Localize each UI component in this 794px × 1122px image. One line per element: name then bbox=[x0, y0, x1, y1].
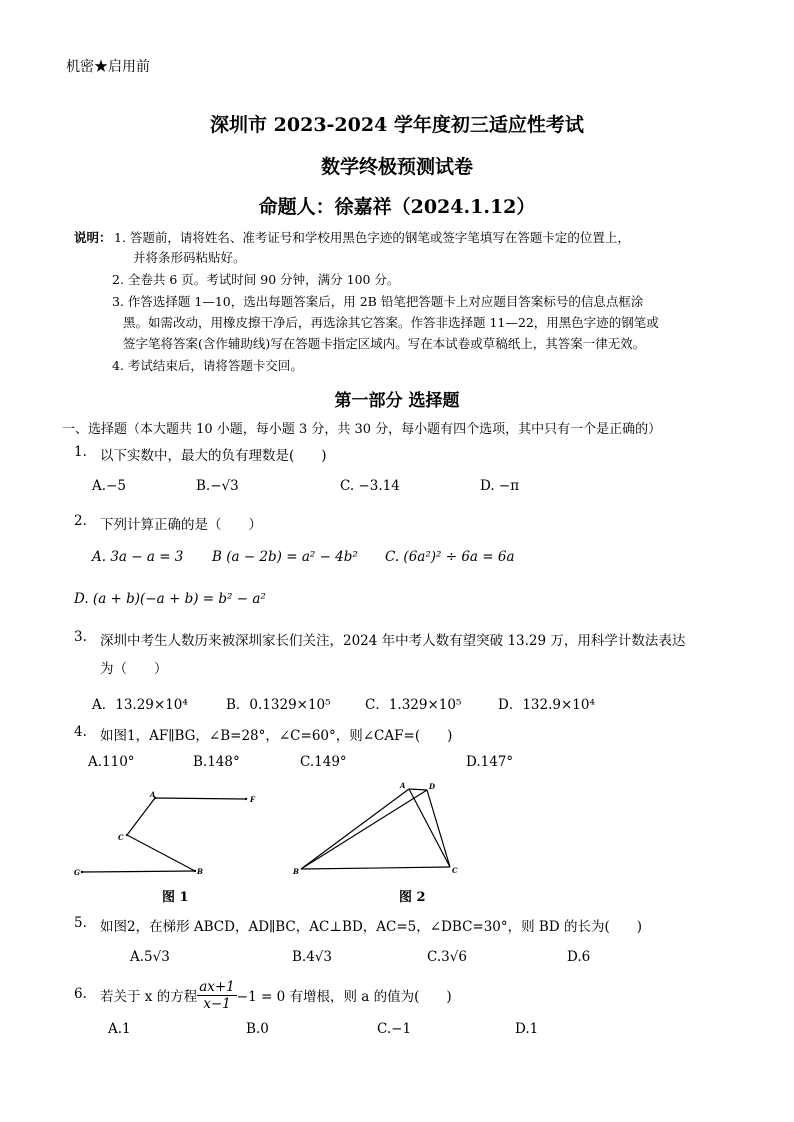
segment-ac bbox=[409, 789, 450, 867]
question-number: 4. bbox=[74, 724, 87, 740]
segment-ac bbox=[127, 798, 155, 835]
option: A.−5 bbox=[92, 478, 126, 494]
segment-ad bbox=[409, 789, 427, 790]
option: C.3√6 bbox=[427, 949, 467, 965]
question-number: 3. bbox=[74, 629, 87, 645]
fraction-denominator: x−1 bbox=[203, 995, 231, 1012]
point-label: F bbox=[250, 795, 255, 804]
exam-subtitle: 数学终极预测试卷 bbox=[320, 156, 473, 178]
option: D. −π bbox=[480, 478, 520, 494]
option: C．1.329×10⁵ bbox=[365, 697, 462, 713]
exam-author: 命题人：徐嘉祥（2024.1.12） bbox=[258, 196, 536, 218]
figure-1-diagram bbox=[70, 790, 270, 880]
option: A．13.29×10⁴ bbox=[92, 697, 188, 713]
point-label: A bbox=[150, 790, 156, 799]
question-number: 5. bbox=[74, 915, 87, 931]
question-stem bbox=[100, 972, 452, 1018]
question-stem: 以下实数中，最大的负有理数是( ) bbox=[100, 448, 327, 464]
option: A.110° bbox=[88, 754, 135, 770]
instruction-line: 1. 答题前，请将姓名、准考证号和学校用黑色字迹的钢笔或签字笔填写在答题卡定的位置上， bbox=[114, 230, 630, 245]
question-stem: 下列计算正确的是（ ） bbox=[100, 517, 262, 533]
option: C.−1 bbox=[377, 1021, 412, 1037]
segment-af bbox=[155, 798, 246, 799]
exam-title: 深圳市 2023-2024 学年度初三适应性考试 bbox=[210, 114, 584, 136]
figure-1-caption: 图 1 bbox=[162, 890, 189, 905]
option: D.1 bbox=[515, 1021, 539, 1037]
point-label: B bbox=[197, 867, 203, 876]
instruction-line: 并将条形码粘贴好。 bbox=[133, 250, 246, 265]
option: A. 3a − a = 3 bbox=[92, 549, 184, 565]
option: C.149° bbox=[300, 754, 347, 770]
question-stem: 如图2，在梯形 ABCD，AD∥BC，AC⊥BD，AC=5，∠DBC=30°，则 BD 的长为( ) bbox=[100, 919, 642, 935]
segment-ab bbox=[301, 789, 409, 869]
confidential-mark: 机密★启用前 bbox=[66, 59, 150, 75]
point-label: A bbox=[400, 781, 406, 790]
instructions-label: 说明： bbox=[74, 230, 112, 245]
segment-bc bbox=[301, 867, 450, 869]
question-number: 1. bbox=[74, 444, 87, 460]
option: C. (6a²)² ÷ 6a = 6a bbox=[385, 549, 515, 565]
option: A.1 bbox=[108, 1021, 131, 1037]
section-heading: 一、选择题（本大题共 10 小题，每小题 3 分，共 30 分，每小题有四个选项，其中只有一个是正确的） bbox=[62, 422, 662, 437]
question-stem: 深圳中考生人数历来被深圳家长们关注，2024 年中考人数有望突破 13.29 万，用科学计数法表达 bbox=[100, 633, 686, 649]
point-label: G bbox=[74, 868, 80, 877]
fraction bbox=[197, 979, 237, 1012]
fraction-numerator: ax+1 bbox=[199, 978, 235, 995]
stem-suffix: −1 = 0 有增根，则 a 的值为( ) bbox=[236, 989, 452, 1005]
option: D.6 bbox=[567, 949, 591, 965]
segment-gb bbox=[82, 871, 195, 872]
question-number: 6. bbox=[74, 986, 87, 1002]
option: B (a − 2b) = a² − 4b² bbox=[212, 549, 358, 565]
question-stem-continued: 为（ ） bbox=[100, 661, 168, 677]
segment-cb bbox=[127, 835, 195, 871]
point-label: D bbox=[429, 782, 436, 791]
stem-prefix: 若关于 x 的方程 bbox=[100, 989, 198, 1005]
option: B.4√3 bbox=[292, 949, 332, 965]
point-label: B bbox=[293, 867, 299, 876]
part-title: 第一部分 选择题 bbox=[334, 391, 460, 411]
point-label: C bbox=[118, 833, 124, 842]
segment-dc bbox=[427, 790, 450, 867]
instruction-line: 3. 作答选择题 1—10，选出每题答案后，用 2B 铅笔把答题卡上对应题目答案标号的信息点框涂 bbox=[112, 294, 644, 309]
instruction-line: 黑。如需改动，用橡皮擦干净后，再选涂其它答案。作答非选择题 11—22，用黑色字迹的钢笔或 bbox=[123, 315, 659, 330]
option: B.−√3 bbox=[196, 478, 239, 494]
figure-2-caption: 图 2 bbox=[399, 890, 426, 905]
option: B.0 bbox=[246, 1021, 269, 1037]
option: D.147° bbox=[466, 754, 514, 770]
instruction-line: 签字笔将答案(含作辅助线)写在答题卡指定区域内。写在本试卷或草稿纸上，其答案一律无效。 bbox=[123, 336, 646, 351]
option: D. (a + b)(−a + b) = b² − a² bbox=[74, 591, 266, 607]
option: B．0.1329×10⁵ bbox=[226, 697, 331, 713]
question-stem: 如图1，AF∥BG，∠B=28°，∠C=60°，则∠CAF=( ) bbox=[100, 728, 453, 744]
instruction-line: 4. 考试结束后，请将答题卡交回。 bbox=[112, 358, 303, 373]
option: A.5√3 bbox=[130, 949, 170, 965]
option: C. −3.14 bbox=[340, 478, 400, 494]
segment-bd bbox=[301, 790, 427, 869]
option: B.148° bbox=[193, 754, 240, 770]
point-label: C bbox=[452, 866, 458, 875]
question-number: 2. bbox=[74, 513, 87, 529]
figure-2-diagram bbox=[290, 778, 470, 878]
instruction-line: 2. 全卷共 6 页。考试时间 90 分钟，满分 100 分。 bbox=[112, 272, 400, 287]
option: D．132.9×10⁴ bbox=[498, 697, 595, 713]
